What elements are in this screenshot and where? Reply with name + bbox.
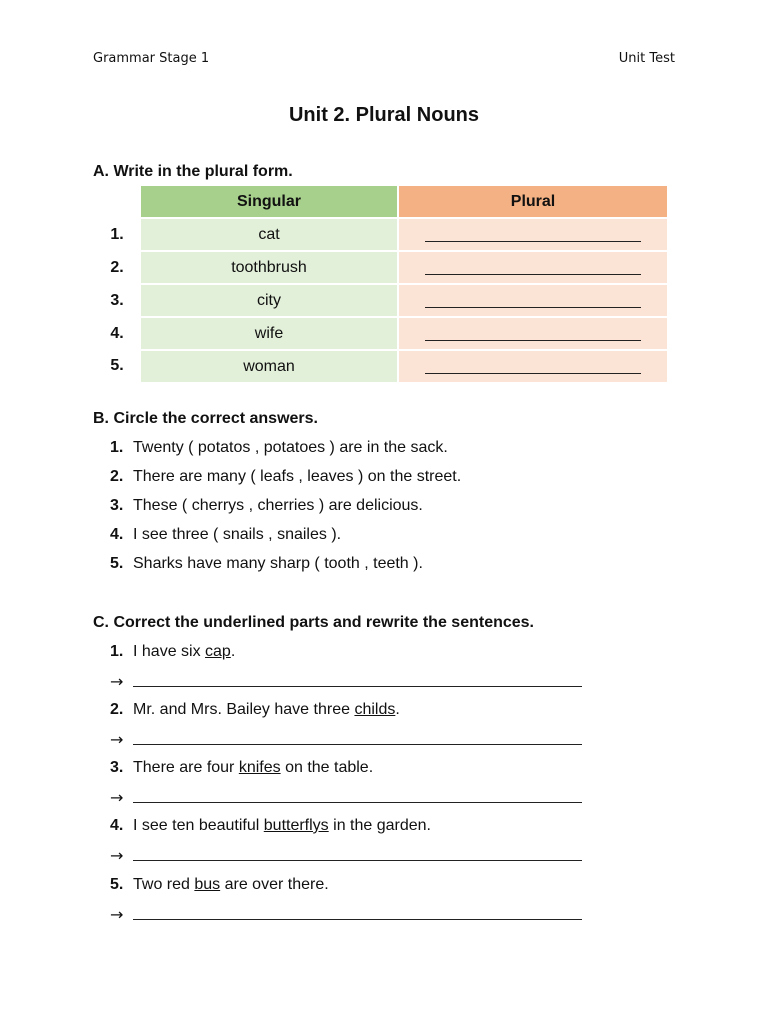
- sentence-before: There are four: [133, 759, 239, 776]
- underlined-word: knifes: [238, 759, 281, 776]
- answer-line[interactable]: [133, 905, 582, 920]
- row-number: 1.: [93, 218, 141, 251]
- item-text[interactable]: There are many ( leafs , leaves ) on the street.: [133, 468, 462, 485]
- arrow-icon: →: [110, 730, 124, 749]
- sentence-before: I have six: [133, 643, 206, 660]
- item-number: 2.: [110, 701, 124, 718]
- answer-line[interactable]: [133, 730, 582, 745]
- answer-row: [110, 788, 582, 808]
- item-number: 4.: [110, 526, 124, 543]
- section-c-heading: C. Correct the underlined parts and rewrite the sentences.: [93, 614, 534, 631]
- list-item: [110, 468, 461, 486]
- arrow-icon: →: [110, 672, 124, 691]
- header-left: Grammar Stage 1: [93, 51, 210, 66]
- plural-answer-blank[interactable]: [398, 317, 667, 350]
- plural-answer-blank[interactable]: [398, 218, 667, 251]
- list-item: [110, 759, 373, 777]
- row-number: 4.: [93, 317, 141, 350]
- item-number: 1.: [110, 439, 124, 456]
- item-text[interactable]: I see three ( snails , snailes ).: [133, 526, 342, 543]
- sentence-after: are over there.: [220, 876, 329, 893]
- sentence-after: .: [395, 701, 400, 718]
- sentence-after: on the table.: [280, 759, 374, 776]
- list-item: [110, 555, 423, 573]
- sentence-before: Two red: [133, 876, 195, 893]
- row-number: 3.: [93, 284, 141, 317]
- sentence-after: .: [230, 643, 236, 660]
- arrow-icon: →: [110, 905, 124, 924]
- item-text[interactable]: These ( cherrys , cherries ) are delicious.: [133, 497, 423, 514]
- plural-answer-blank[interactable]: [398, 284, 667, 317]
- table-row: [93, 317, 667, 350]
- sentence-before: I see ten beautiful: [133, 817, 264, 834]
- plural-table: [93, 186, 667, 382]
- list-item: [110, 876, 329, 894]
- answer-line[interactable]: [133, 672, 582, 687]
- table-row: [93, 350, 667, 382]
- answer-row: [110, 672, 582, 692]
- underlined-word: bus: [194, 876, 221, 893]
- list-item: [110, 817, 431, 835]
- underlined-word: childs: [354, 701, 396, 718]
- singular-word: cat: [141, 218, 398, 251]
- singular-header: Singular: [141, 186, 398, 218]
- singular-word: wife: [141, 317, 398, 350]
- item-number: 2.: [110, 468, 124, 485]
- arrow-icon: →: [110, 846, 124, 865]
- section-b-heading: B. Circle the correct answers.: [93, 410, 318, 427]
- item-number: 5.: [110, 555, 124, 572]
- item-number: 1.: [110, 643, 124, 660]
- item-text[interactable]: Twenty ( potatos , potatoes ) are in the sack.: [133, 439, 448, 456]
- answer-row: [110, 905, 582, 925]
- list-item: [110, 701, 400, 719]
- underlined-word: cap: [205, 643, 231, 660]
- singular-word: city: [141, 284, 398, 317]
- singular-word: toothbrush: [141, 251, 398, 284]
- table-row: [93, 284, 667, 317]
- item-number: 3.: [110, 497, 124, 514]
- sentence-before: Mr. and Mrs. Bailey have three: [133, 701, 355, 718]
- row-number: 2.: [93, 251, 141, 284]
- item-text[interactable]: Sharks have many sharp ( tooth , teeth ).: [133, 555, 423, 572]
- answer-row: [110, 846, 582, 866]
- answer-line[interactable]: [133, 846, 582, 861]
- list-item: [110, 497, 423, 515]
- section-a-heading: A. Write in the plural form.: [93, 163, 293, 180]
- list-item: [110, 526, 341, 544]
- answer-line[interactable]: [133, 788, 582, 803]
- table-header-row: [93, 186, 667, 218]
- item-number: 3.: [110, 759, 124, 776]
- sentence-after: in the garden.: [328, 817, 431, 834]
- underlined-word: butterflys: [263, 817, 329, 834]
- header-right: Unit Test: [618, 51, 675, 66]
- list-item: [110, 643, 235, 661]
- item-number: 5.: [110, 876, 124, 893]
- plural-answer-blank[interactable]: [398, 251, 667, 284]
- arrow-icon: →: [110, 788, 124, 807]
- table-row: [93, 218, 667, 251]
- singular-word: woman: [141, 350, 398, 382]
- list-item: [110, 439, 448, 457]
- plural-header: Plural: [398, 186, 667, 218]
- row-number: 5.: [93, 350, 141, 382]
- table-header-blank: [93, 186, 141, 218]
- plural-answer-blank[interactable]: [398, 350, 667, 382]
- answer-row: [110, 730, 582, 750]
- table-row: [93, 251, 667, 284]
- item-number: 4.: [110, 817, 124, 834]
- page-title: Unit 2. Plural Nouns: [288, 104, 480, 126]
